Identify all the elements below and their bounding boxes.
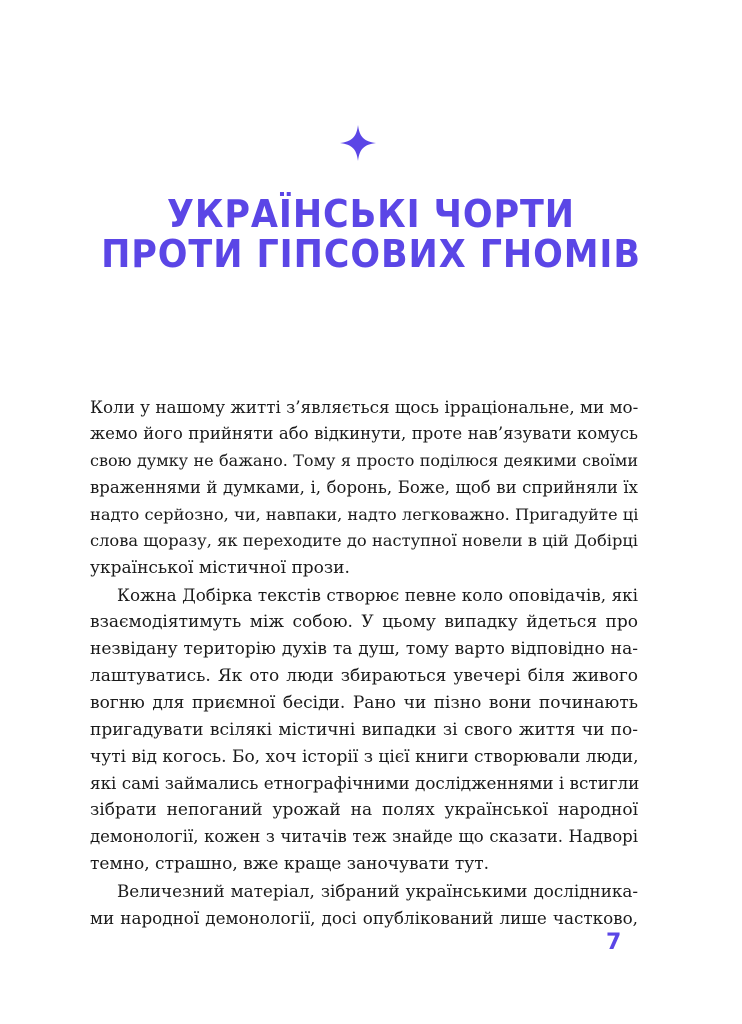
chapter-title-line-2: ПРОТИ ГІПСОВИХ ГНОМІВ xyxy=(101,232,641,276)
paragraph-2 xyxy=(90,582,638,878)
text-line: Кожна Добірка текстів створює певне коло оповідачів, які xyxy=(117,585,638,606)
text-line: жемо його прийняти або відкинути, проте нав’язувати комусь xyxy=(90,423,638,443)
body-text xyxy=(90,394,638,932)
text-line: слова щоразу, як переходите до наступної новели в цій Добірці xyxy=(90,531,638,551)
text-line: ми народної демонології, досі опублікований лише частково, xyxy=(90,907,638,928)
page-number: 7 xyxy=(606,930,622,955)
text-line: надто серйозно, чи, навпаки, надто легковажно. Пригадуйте ці xyxy=(90,504,639,524)
text-line: які самі займались етнографічними дослідженнями і встигли xyxy=(90,773,640,794)
text-line: лаштуватись. Як ото люди збираються увечері біля живого xyxy=(90,665,638,686)
text-line: свою думку не бажано. Тому я просто поділюся деякими своїми xyxy=(90,450,638,470)
text-line: Величезний матеріал, зібраний українськими дослідника- xyxy=(117,881,638,902)
text-line: пригадувати всілякі містичні випадки зі свого життя чи по- xyxy=(90,719,638,740)
chapter-title-line-1: УКРАЇНСЬКІ ЧОРТИ xyxy=(167,192,575,236)
text-line: вогню для приємної бесіди. Рано чи пізно вони починають xyxy=(90,692,638,713)
paragraph-3 xyxy=(90,878,638,932)
paragraph-1 xyxy=(90,394,638,582)
text-line: враженнями й думками, і, боронь, Боже, щоб ви сприйняли їх xyxy=(90,477,638,497)
text-line: незвідану територію духів та душ, тому варто відповідно на- xyxy=(90,639,638,660)
text-line: чуті від когось. Бо, хоч історії з цієї книги створювали люди, xyxy=(90,746,639,767)
text-line: зібрати непоганий урожай на полях української народної xyxy=(90,800,638,821)
text-line: темно, страшно, вже краще заночувати тут. xyxy=(90,854,490,875)
text-line: демонології, кожен з читачів теж знайде що сказати. Надворі xyxy=(90,827,638,847)
text-line: української містичної прози. xyxy=(90,558,350,579)
text-line: взаємодіятимуть між собою. У цьому випадку йдеться про xyxy=(90,612,638,633)
four-point-star-icon xyxy=(339,124,377,162)
text-line: Коли у нашому житті з’являється щось ірраціональне, ми мо- xyxy=(90,397,639,417)
